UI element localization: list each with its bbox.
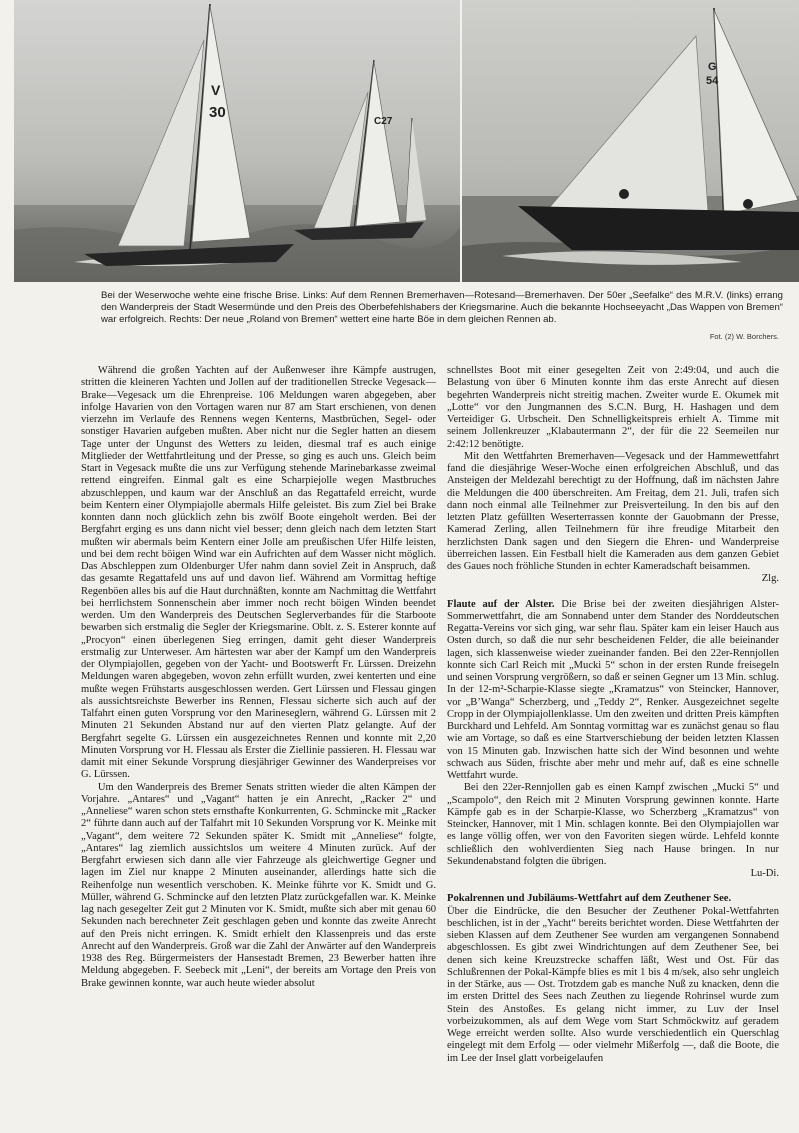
right-photo xyxy=(462,0,799,282)
section-alster xyxy=(447,599,779,783)
sail-number-v: V xyxy=(211,82,221,98)
left-photo xyxy=(14,0,460,282)
photo-strip xyxy=(0,0,799,282)
section-text: Die Brise bei der zweiten diesjährigen Alster-Sommerwettfahrt, die am Sonnabend unter dem Stander des Norddeutschen Regatta-Vereins vor sich ging, war sehr flau. Später kam ein leiser Hauch aus Osten durch, so daß die nur sehr bescheidenen Felder, die alle beieinander lagen, sich klassenweise wieder zueinander fanden. Bei den 22er-Rennjollen konnte sich Carl Reich mit „Mucki 5“ schon in der ersten Runde freisegeln und seinen Vorsprung vergrößern, so daß er seinen Gegner um 13 Min. schlug. In der 12-m²-Scharpie-Klasse siegte „Kramatzus“ von Steincker, Hannover, vor „B’Wanga“ Scherzberg, und „Teddy 2“, Renker. Ausgezeichnet segelte Cropp in der Olympiajollenklasse. Um den zweiten und dritten Preis kämpften Burckhard und Lehfeld. Am Sonntag vormittag war es zunächst genau so flau wie am Vortage, so daß es eine Startverschiebung der beiden letzten Klassen von 15 Minuten gab. Inzwischen hatte sich der Wind besonnen und wehte schwach aus Süden, frischte aber mehr und mehr auf, daß es eine schnelle Wettfahrt wurde. xyxy=(447,598,780,781)
paragraph: Während die großen Yachten auf der Außenweser ihre Kämpfe austrugen, stritten die kleineren Yachten und Jollen auf der traditionellen Strecke Vegesack—Brake—Vegesack um die Ehrenpreise. 106 Meldungen waren abgegeben, aber infolge Havarien von den Vortagen waren nur 87 am Start erschienen, von denen vierzehn im Verlaufe des Rennens wegen Kenterns, Mastbrüchen, Segel- oder sonstiger Havarien aufgeben mußten. Aber nicht nur die Segler hatten an diesem Tage unter der Ungunst des Wetters zu leiden, diesmal traf es auch einige Mitglieder der Wettfahrtleitung und der Presse, so ging es auch uns. Gleich beim Start in Vegesack mußte die uns zur Verfügung stehende Marinebarkasse zweimal rettend eingreifen. Einmal galt es eine Scharpiejolle wegen Mastbruches abzuschleppen, und kaum war der Anschluß an das Regattafeld erreicht, wurde beim Kentern einer Olympiajolle abermals Hilfe geleistet. Bis zum Ziel bei Brake konnten dann noch glücklich zehn bis zwölf Boote eingeholt werden. Bei der Bergfahrt erging es uns dann nicht viel besser; denn gleich nach dem letzten Start mußten wir abermals beim Kentern einer Jolle am preußischen Ufer Hilfe leisten, und bei dem recht böigen Wind war ein Aufrichten auf dem Wasser nicht möglich. Das Abschleppen zum Oldenburger Ufer nahm dann soviel Zeit in Anspruch, daß das gesamte Regattafeld uns auf und davon lief. Während am Vormittag heftige Regenböen alles bis auf die Haut durchnäßten, konnte am Nachmittag die Wettfahrt bei herrlichstem Sonnenschein aber immer noch recht böigen Winden beendet werden. Um den Wanderpreis des Deutschen Seglerverbandes für die Starboote bewarben sich erstmalig die Segler der Kriegsmarine. Oblt. z. S. Esterer konnte auf „Procyon“ einen überlegenen Sieg erringen, damit geht dieser Wanderpreis erstmalig zur Unterweser. Am härtesten war aber der Kampf um den Wanderpreis der Olympiajollen, gegeben von der Yacht- und Bootswerft Fr. Lürssen. Dreizehn Meldungen waren abgegeben, wovon zehn erfüllt wurden, zwei kenterten und eine mußte wegen Frühstarts ausgeschlossen werden. Gert Lürssen und Flessau gingen als aussichtsreichste Bewerber ins Rennen, Flessau sicherte sich auch auf der Talfahrt einen guten Vorsprung vor den Marineseglern, während G. Lürssen mit 2 Minuten 21 Sekunden Abstand nur auf den vierten Platz gelangte. Auf der Bergfahrt segelte G. Lürssen ein ausgezeichnetes Rennen und konnte mit 2,20 Minuten Vorsprung vor H. Flessau als Erster die Ziellinie passieren. H. Flessau war damit mit einer Sekunde Vorsprung diesjähriger Gewinner des Wanderpreises vor G. Lürssen. xyxy=(81,365,436,781)
photo-credit: Fot. (2) W. Borchers. xyxy=(709,332,779,341)
paragraph: Um den Wanderpreis des Bremer Senats stritten wieder die alten Kämpen der Vorjahre. „Antares“ und „Vagant“ hatten je ein Anrecht, „Racker 2“ und „Anneliese“ waren schon stets ernsthafte Konkurrenten, G. Schmincke mit „Racker 2“ führte dann auch auf der Talfahrt mit 10 Sekunden Vorsprung vor K. Meinke mit „Vagant“, dem weitere 72 Sekunden später K. Smidt mit „Anneliese“ folgte, „Antares“ lag ziemlich aussichtslos um weitere 4 Minuten zurück. Auf der Bergfahrt erwiesen sich dann alle vier Fahrzeuge als gleichwertige Gegner und lagen im Ziel nur knappe 2 Minuten auseinander, allerdings hatte sich die Reihenfolge nun wesentlich verschoben. K. Meinke führte vor K. Smidt und G. Müller, während G. Schmincke auf den letzten Platz zurückgefallen war. K. Meinke lag nach gesegelter Zeit gut 2 Minuten vor K. Smidt, mußte sich aber mit genau 60 Sekunden nach berechneter Zeit geschlagen geben und konnte das zweite Anrecht auf den Preis nicht erringen. K. Smidt erhielt den Klassenpreis und das erste Anrecht auf den Wanderpreis. Groß war die Zahl der Anwärter auf den Wanderpreis 1938 des Reg. Bürgermeisters der Hansestadt Bremen, 23 Bewerber hatten ihre Meldung abgegeben. F. Seebeck mit „Leni“, der bereits am Vortage den Preis von Brake gewinnen konnte, war auch heute wieder absolut xyxy=(81,781,436,989)
section-heading: Pokalrennen und Jubiläums-Wettfahrt auf dem Zeuthener See. xyxy=(447,893,732,905)
sail-number-30: 30 xyxy=(209,104,226,121)
paragraph: schnellstes Boot mit einer gesegelten Zeit von 2:49:04, und auch die Belastung von über 6 Minuten konnte ihm das erste Anrecht auf diesen begehrten Wanderpreis nicht streitig machen. Zweiter wurde E. Okumek mit „Lotte“ vor den Jungmannen des S.C.N. Burg, H. Hashagen und dem Verteidiger G. Urbscheit. Den Schnelligkeitspreis erhielt A. Timme mit seinem Jollenkreuzer „Klabautermann 2“, der für die 22 Seemeilen nur 2:42:12 benötigte. xyxy=(447,365,779,450)
photo-caption: Bei der Weserwoche wehte eine frische Brise. Links: Auf dem Rennen Bremerhaven—Rotesand—Bremerhaven. Der 50er „Seefalke“ des M.R.V. (links) errang den Wanderpreis der Stadt Wesermünde und den Preis des Oberbefehlshabers der Kriegsmarine. Auch die bekannte Hochseeyacht „Das Wappen von Bremen“ war erfolgreich. Rechts: Der neue „Roland von Bremen“ wettert eine harte Böe in dem gleichen Rennen ab. xyxy=(101,290,783,325)
left-column xyxy=(81,365,436,990)
sail-number-54: 54 xyxy=(706,75,719,87)
right-column xyxy=(447,365,779,1065)
left-photo-image xyxy=(14,0,460,282)
sail-number-g: G xyxy=(708,61,717,73)
author-signature: Zlg. xyxy=(761,573,779,585)
author-signature: Lu-Di. xyxy=(750,868,779,879)
paragraph: Mit den Wettfahrten Bremerhaven—Vegesack und der Hammewettfahrt fand die diesjährige Weser-Woche einen erfolgreichen Abschluß, und das Ansteigen der Meldezahl berechtigt zu der Hoffnung, daß im nächsten Jahre die Meldungen die 400 überschreiten. Am Freitag, dem 21. Juli, trafen sich dann noch einmal alle Teilnehmer zur Preisverteilung. In den bis auf den letzten Platz gefüllten Weserterrassen konnte der Gauobmann der Presse, Kamerad Zerling, allen Teilnehmern für ihre freudige Mitarbeit den herzlichsten Dank sagen und den Siegern die Ehren- und Wanderpreise überreichen lassen. Ein Festball hielt die Kameraden aus dem ganzen Gebiet des Gaues noch fröhliche Stunden in echter Kameradschaft beisammen. xyxy=(447,450,779,572)
paragraph: Über die Eindrücke, die den Besucher der Zeuthener Pokal-Wettfahrten beschlichen, ist in der „Yacht“ bereits berichtet worden. Diese Wettfahrten der sieben Klassen auf dem Zeuthener See wurden am vergangenen Sonnabend abgeschlossen. Es gibt zwei Windrichtungen auf dem Zeuthener See, bei denen sich keine Kreuzstrecke schaffen läßt, West und Ost. Für das Schlußrennen der Pokal-Kämpfe blies es mit 1 bis 4 m/sek, also sehr ungleich in der Stärke, aus — Ost. Trotzdem gab es manche Nuß zu knacken, denn die im ersten Drittel des Sees nach Zeuthen zu liegende Rohrinsel wurde zum Stein des Anstoßes. Es gelang nicht immer, zu Luv der Insel vorbeizukommen, als auf dem Wege vom Start Schmöckwitz auf geradem Wege erreicht werden sollte. Also wurde verschiedentlich ein Querschlag eingelegt mit dem Erfolg — oder vielmehr Mißerfolg —, daß die Boote, die im Lee der Insel glatt vorbeigelaufen xyxy=(447,905,779,1064)
right-photo-image xyxy=(462,0,799,282)
paragraph: Bei den 22er-Rennjollen gab es einen Kampf zwischen „Mucki 5“ und „Scampolo“, den Reich mit 2 Minuten Vorsprung gewinnen konnte. Harte Kämpfe gab es in der Scharpie-Klasse, wo Scherzberg „Kramatzus“ von Steincker, Hannover, mit 1 Min. schlagen konnte. Bei den Olympiajollen war es lange völlig offen, wer von den Favoriten siegen würde. Lehfeld konnte schließlich den wohlverdienten Sieg nach Hause bringen. In nur Sekundenabstand folgten die übrigen. xyxy=(447,782,779,867)
sail-number-c27: C27 xyxy=(374,116,393,127)
section-heading: Flaute auf der Alster. xyxy=(447,598,555,610)
